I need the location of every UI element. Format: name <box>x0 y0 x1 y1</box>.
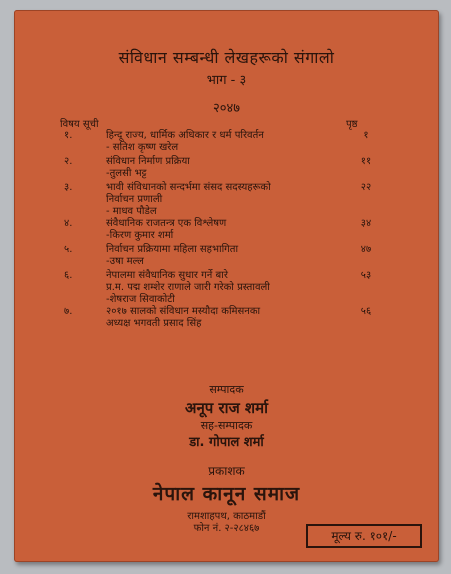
toc-entry-line: संविधान निर्माण प्रक्रिया <box>106 156 190 167</box>
toc-entry-line: नेपालमा संवैधानिक सुधार गर्ने बारे <box>106 270 228 281</box>
toc-entry-number: ६. <box>64 270 73 281</box>
coeditor-label: सह-सम्पादक <box>200 419 253 432</box>
toc-entry-page: ११ <box>360 156 372 167</box>
toc-entry-line: भावी संविधानको सन्दर्भमा संसद सदस्यहरूको <box>106 182 271 193</box>
toc-entry-line: निर्वाचन प्रक्रियामा महिला सहभागिता <box>106 244 239 255</box>
publisher-address: रामशाहपथ, काठमाडौं <box>187 511 266 522</box>
toc-entry-text <box>106 270 336 306</box>
toc-entry-line: -शेषराज सिवाकोटी <box>106 294 175 305</box>
toc-entry-text <box>106 130 336 154</box>
toc-entry-number: ४. <box>64 218 73 229</box>
toc-entry-line: -किरण कुमार शर्मा <box>106 230 174 241</box>
toc-entry-page: ५६ <box>360 306 372 317</box>
toc-entry-text <box>106 306 336 330</box>
toc-entry-text <box>106 218 336 242</box>
toc-entry-number: ७. <box>64 306 73 317</box>
toc-entry-number: ३. <box>64 182 73 193</box>
toc-heading: विषय सूची <box>60 119 99 130</box>
toc-entry-number: १. <box>64 130 73 141</box>
toc-entry-line: - माधव पौडेल <box>106 206 157 217</box>
publication-year: २०४७ <box>212 101 241 116</box>
toc-entry-line: हिन्दू राज्य, धार्मिक अधिकार र धर्म परिवर्तन <box>106 130 264 141</box>
toc-entry-line: - सतिश कृष्ण खरेल <box>106 142 179 153</box>
coeditor-name: डा. गोपाल शर्मा <box>189 435 264 450</box>
toc-entry-number: ५. <box>64 244 73 255</box>
toc-entry-page: १ <box>363 130 369 141</box>
toc-entry-text <box>106 182 336 218</box>
toc-entry-line: निर्वाचन प्रणाली <box>106 194 163 205</box>
editor-name: अनूप राज शर्मा <box>185 399 268 417</box>
toc-entry-page: ५३ <box>360 270 372 281</box>
toc-entry-page: २२ <box>360 182 372 193</box>
book-title: संविधान सम्बन्धी लेखहरूको संगालो <box>118 48 335 67</box>
toc-entry-page: ३४ <box>360 218 372 229</box>
publisher-name: नेपाल कानून समाज <box>152 483 301 505</box>
toc-entry-page: ४७ <box>360 244 372 255</box>
toc-entry-number: २. <box>64 156 73 167</box>
toc-entry-line: अध्यक्ष भगवती प्रसाद सिंह <box>106 318 202 329</box>
publisher-phone: फोन नं. २-२८४६७ <box>193 523 260 534</box>
price-box: मूल्य रु. १०१/- <box>306 524 422 548</box>
toc-entry-line: -उषा मल्ल <box>106 256 144 267</box>
toc-entry-line: २०१७ सालको संविधान मस्यौदा कमिसनका <box>106 306 261 317</box>
book-cover <box>14 10 439 562</box>
volume-part: भाग - ३ <box>206 73 247 88</box>
toc-entry-line: -तुलसी भट्ट <box>106 168 147 179</box>
editor-label: सम्पादक <box>209 383 244 396</box>
toc-entry-line: संवैधानिक राजतन्त्र एक विश्लेषण <box>106 218 227 229</box>
toc-page-heading: पृष्ठ <box>346 119 358 130</box>
toc-entry-text <box>106 244 336 268</box>
toc-entry-text <box>106 156 336 180</box>
toc-entry-line: प्र.म. पद्म शम्शेर राणाले जारी गरेको प्रस्तावली <box>106 282 270 293</box>
publisher-label: प्रकाशक <box>208 464 245 478</box>
